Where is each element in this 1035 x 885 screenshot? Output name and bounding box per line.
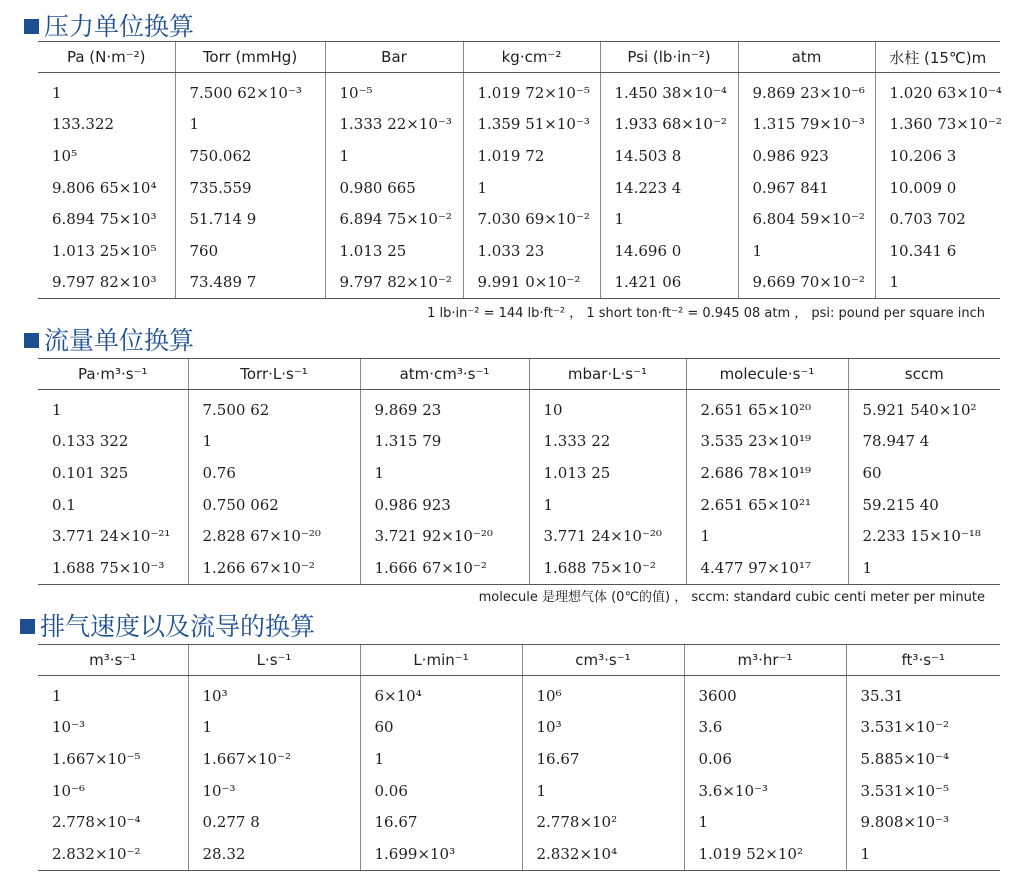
table-cell: 2.832×10⁴	[522, 838, 684, 870]
table-cell: 2.828 67×10⁻²⁰	[188, 520, 360, 552]
table-cell: 2.651 65×10²¹	[686, 489, 848, 521]
table-cell: 1	[188, 426, 360, 458]
table-cell: 1.033 23	[463, 235, 600, 267]
table-cell: 7.500 62×10⁻³	[175, 73, 325, 109]
table-cell: 1	[875, 267, 1000, 299]
flow-note: molecule 是理想气体 (0℃的值) ， sccm: standard cubic centi meter per minute	[478, 590, 985, 605]
column-header: m³·hr⁻¹	[684, 645, 846, 676]
table-cell: 3.721 92×10⁻²⁰	[360, 520, 529, 552]
table-cell: 1	[360, 743, 522, 775]
table-cell: 750.062	[175, 140, 325, 172]
pressure-note: 1 lb·in⁻² = 144 lb·ft⁻² ， 1 short ton·ft⁻² = 0.945 08 atm ， psi: pound per square inch	[427, 306, 985, 321]
column-header: Psi (lb·in⁻²)	[600, 42, 738, 73]
table-cell: 10.341 6	[875, 235, 1000, 267]
table-cell: 14.696 0	[600, 235, 738, 267]
table-cell: 10⁶	[522, 676, 684, 712]
table-cell: 9.797 82×10³	[38, 267, 175, 299]
table-cell: 51.714 9	[175, 203, 325, 235]
speed-table	[38, 644, 1000, 871]
table-cell: 7.030 69×10⁻²	[463, 203, 600, 235]
table-cell: 1.421 06	[600, 267, 738, 299]
column-header: m³·s⁻¹	[38, 645, 188, 676]
column-header: atm·cm³·s⁻¹	[360, 359, 529, 390]
table-cell: 28.32	[188, 838, 360, 870]
table-cell: 16.67	[360, 806, 522, 838]
table-row	[38, 172, 1000, 204]
table-cell: 9.669 70×10⁻²	[738, 267, 875, 299]
table-cell: 1	[529, 489, 686, 521]
table-cell: 2.651 65×10²⁰	[686, 390, 848, 426]
column-header: Bar	[325, 42, 463, 73]
table-cell: 1	[738, 235, 875, 267]
column-header: Torr (mmHg)	[175, 42, 325, 73]
table-cell: 2.778×10²	[522, 806, 684, 838]
table-cell: 1.666 67×10⁻²	[360, 552, 529, 584]
table-cell: 9.808×10⁻³	[846, 806, 1000, 838]
table-cell: 59.215 40	[848, 489, 1000, 521]
table-cell: 73.489 7	[175, 267, 325, 299]
column-header: Pa (N·m⁻²)	[38, 42, 175, 73]
table-cell: 1	[848, 552, 1000, 584]
table-cell: 2.686 78×10¹⁹	[686, 457, 848, 489]
pressure-table	[38, 41, 1000, 299]
table-cell: 6.894 75×10³	[52, 210, 157, 229]
column-header: atm	[738, 42, 875, 73]
table-cell: 3600	[684, 676, 846, 712]
column-header: ft³·s⁻¹	[846, 645, 1000, 676]
table-header-row	[38, 42, 1000, 73]
table-cell: 1.315 79×10⁻³	[738, 109, 875, 141]
column-header: Pa·m³·s⁻¹	[38, 359, 188, 390]
table-cell: 3.6×10⁻³	[684, 775, 846, 807]
table-cell: 0.750 062	[188, 489, 360, 521]
table-cell: 0.133 322	[52, 432, 129, 451]
flow-title-text: 流量单位换算	[44, 326, 195, 355]
speed-title-text: 排气速度以及流导的换算	[40, 612, 316, 641]
table-row	[38, 775, 1000, 807]
table-cell: 4.477 97×10¹⁷	[686, 552, 848, 584]
table-cell: 1.699×10³	[360, 838, 522, 870]
table-row	[38, 806, 1000, 838]
table-cell: 6.894 75×10⁻²	[325, 203, 463, 235]
column-header: cm³·s⁻¹	[522, 645, 684, 676]
table-cell: 35.31	[846, 676, 1000, 712]
table-cell: 60	[848, 457, 1000, 489]
table-cell: 1.333 22	[529, 426, 686, 458]
table-cell: 0.06	[360, 775, 522, 807]
table-cell: 1	[686, 520, 848, 552]
table-cell: 1	[188, 712, 360, 744]
table-row	[38, 457, 1000, 489]
table-cell: 1.266 67×10⁻²	[188, 552, 360, 584]
column-header: molecule·s⁻¹	[686, 359, 848, 390]
table-cell: 1.450 38×10⁻⁴	[600, 73, 738, 109]
table-row	[38, 390, 1000, 426]
table-row	[38, 235, 1000, 267]
title-square-marker	[24, 333, 39, 348]
column-header: mbar·L·s⁻¹	[529, 359, 686, 390]
table-cell: 1	[846, 838, 1000, 870]
table-row	[38, 676, 1000, 712]
table-cell: 1.019 72	[463, 140, 600, 172]
table-row	[38, 109, 1000, 141]
table-cell: 0.277 8	[188, 806, 360, 838]
table-cell: 5.885×10⁻⁴	[846, 743, 1000, 775]
table-cell: 10⁵	[52, 146, 78, 165]
table-cell: 3.531×10⁻⁵	[846, 775, 1000, 807]
table-cell: 9.869 23	[360, 390, 529, 426]
table-cell: 1.933 68×10⁻²	[600, 109, 738, 141]
table-cell: 1.013 25	[325, 235, 463, 267]
table-cell: 0.967 841	[738, 172, 875, 204]
title-square-marker	[20, 619, 35, 634]
table-cell: 0.986 923	[738, 140, 875, 172]
table-cell: 1.688 75×10⁻³	[38, 552, 188, 584]
table-row	[38, 712, 1000, 744]
table-cell: 0.703 702	[875, 203, 1000, 235]
table-row	[38, 489, 1000, 521]
table-row	[38, 203, 1000, 235]
table-cell: 1	[175, 109, 325, 141]
table-cell: 2.778×10⁻⁴	[52, 813, 141, 832]
pressure-section-title	[24, 8, 194, 42]
pressure-title-text: 压力单位换算	[44, 12, 195, 41]
table-cell: 16.67	[522, 743, 684, 775]
table-cell: 1	[52, 400, 62, 419]
table-header-row	[38, 359, 1000, 390]
table-cell: 2.233 15×10⁻¹⁸	[848, 520, 1000, 552]
table-cell: 1	[600, 203, 738, 235]
table-cell: 0.1	[52, 495, 76, 514]
table-cell: 0.986 923	[360, 489, 529, 521]
table-cell: 9.806 65×10⁴	[52, 178, 157, 197]
table-cell: 1	[463, 172, 600, 204]
table-cell: 10	[529, 390, 686, 426]
table-cell: 10³	[522, 712, 684, 744]
table-cell: 6.804 59×10⁻²	[738, 203, 875, 235]
table-cell: 1.315 79	[360, 426, 529, 458]
table-cell: 1.360 73×10⁻²	[875, 109, 1000, 141]
table-cell: 3.535 23×10¹⁹	[686, 426, 848, 458]
table-cell: 0.101 325	[52, 463, 129, 482]
table-cell: 1.667×10⁻²	[188, 743, 360, 775]
table-cell: 7.500 62	[188, 390, 360, 426]
table-cell: 0.06	[684, 743, 846, 775]
table-row	[38, 140, 1000, 172]
flow-section-title	[24, 322, 194, 356]
table-cell: 3.6	[684, 712, 846, 744]
table-cell: 10⁻³	[188, 775, 360, 807]
table-cell: 1	[52, 83, 62, 102]
flow-table	[38, 358, 1000, 585]
table-row	[38, 426, 1000, 458]
table-cell: 1.019 52×10²	[684, 838, 846, 870]
table-cell: 1	[522, 775, 684, 807]
speed-section-title	[20, 608, 315, 642]
table-cell: 9.797 82×10⁻²	[325, 267, 463, 299]
column-header: Torr·L·s⁻¹	[188, 359, 360, 390]
column-header: kg·cm⁻²	[463, 42, 600, 73]
table-cell: 10⁻⁵	[325, 73, 463, 109]
table-row	[38, 552, 1000, 584]
column-header: L·min⁻¹	[360, 645, 522, 676]
table-cell: 1.020 63×10⁻⁴	[875, 73, 1000, 109]
table-cell: 0.980 665	[325, 172, 463, 204]
table-cell: 3.771 24×10⁻²¹	[52, 527, 171, 546]
table-cell: 3.531×10⁻²	[846, 712, 1000, 744]
table-cell: 1	[684, 806, 846, 838]
table-cell: 6×10⁴	[360, 676, 522, 712]
table-cell: 1	[52, 686, 62, 705]
table-cell: 760	[175, 235, 325, 267]
table-cell: 1.019 72×10⁻⁵	[463, 73, 600, 109]
table-cell: 735.559	[175, 172, 325, 204]
table-cell: 5.921 540×10²	[848, 390, 1000, 426]
table-cell: 1	[325, 140, 463, 172]
table-cell: 9.869 23×10⁻⁶	[738, 73, 875, 109]
table-cell: 14.503 8	[600, 140, 738, 172]
column-header: 水柱 (15℃)m	[875, 42, 1000, 73]
table-cell: 9.991 0×10⁻²	[463, 267, 600, 299]
table-cell: 1	[360, 457, 529, 489]
table-cell: 3.771 24×10⁻²⁰	[529, 520, 686, 552]
table-row	[38, 267, 1000, 299]
table-row	[38, 838, 1000, 870]
table-cell: 1.013 25	[529, 457, 686, 489]
table-cell: 133.322	[52, 115, 115, 134]
table-cell: 0.76	[188, 457, 360, 489]
column-header: sccm	[848, 359, 1000, 390]
table-cell: 10.009 0	[875, 172, 1000, 204]
table-cell: 2.832×10⁻²	[38, 838, 188, 870]
title-square-marker	[24, 19, 39, 34]
table-header-row	[38, 645, 1000, 676]
table-cell: 1.688 75×10⁻²	[529, 552, 686, 584]
table-cell: 1.359 51×10⁻³	[463, 109, 600, 141]
table-cell: 14.223 4	[600, 172, 738, 204]
table-cell: 10.206 3	[875, 140, 1000, 172]
table-cell: 10⁻³	[52, 718, 86, 737]
table-row	[38, 73, 1000, 109]
table-cell: 78.947 4	[848, 426, 1000, 458]
column-header: L·s⁻¹	[188, 645, 360, 676]
table-cell: 1.333 22×10⁻³	[325, 109, 463, 141]
table-row	[38, 743, 1000, 775]
table-cell: 60	[360, 712, 522, 744]
table-cell: 1.667×10⁻⁵	[52, 749, 141, 768]
table-cell: 10³	[188, 676, 360, 712]
table-row	[38, 520, 1000, 552]
table-cell: 1.013 25×10⁵	[52, 241, 157, 260]
table-cell: 10⁻⁶	[52, 781, 86, 800]
